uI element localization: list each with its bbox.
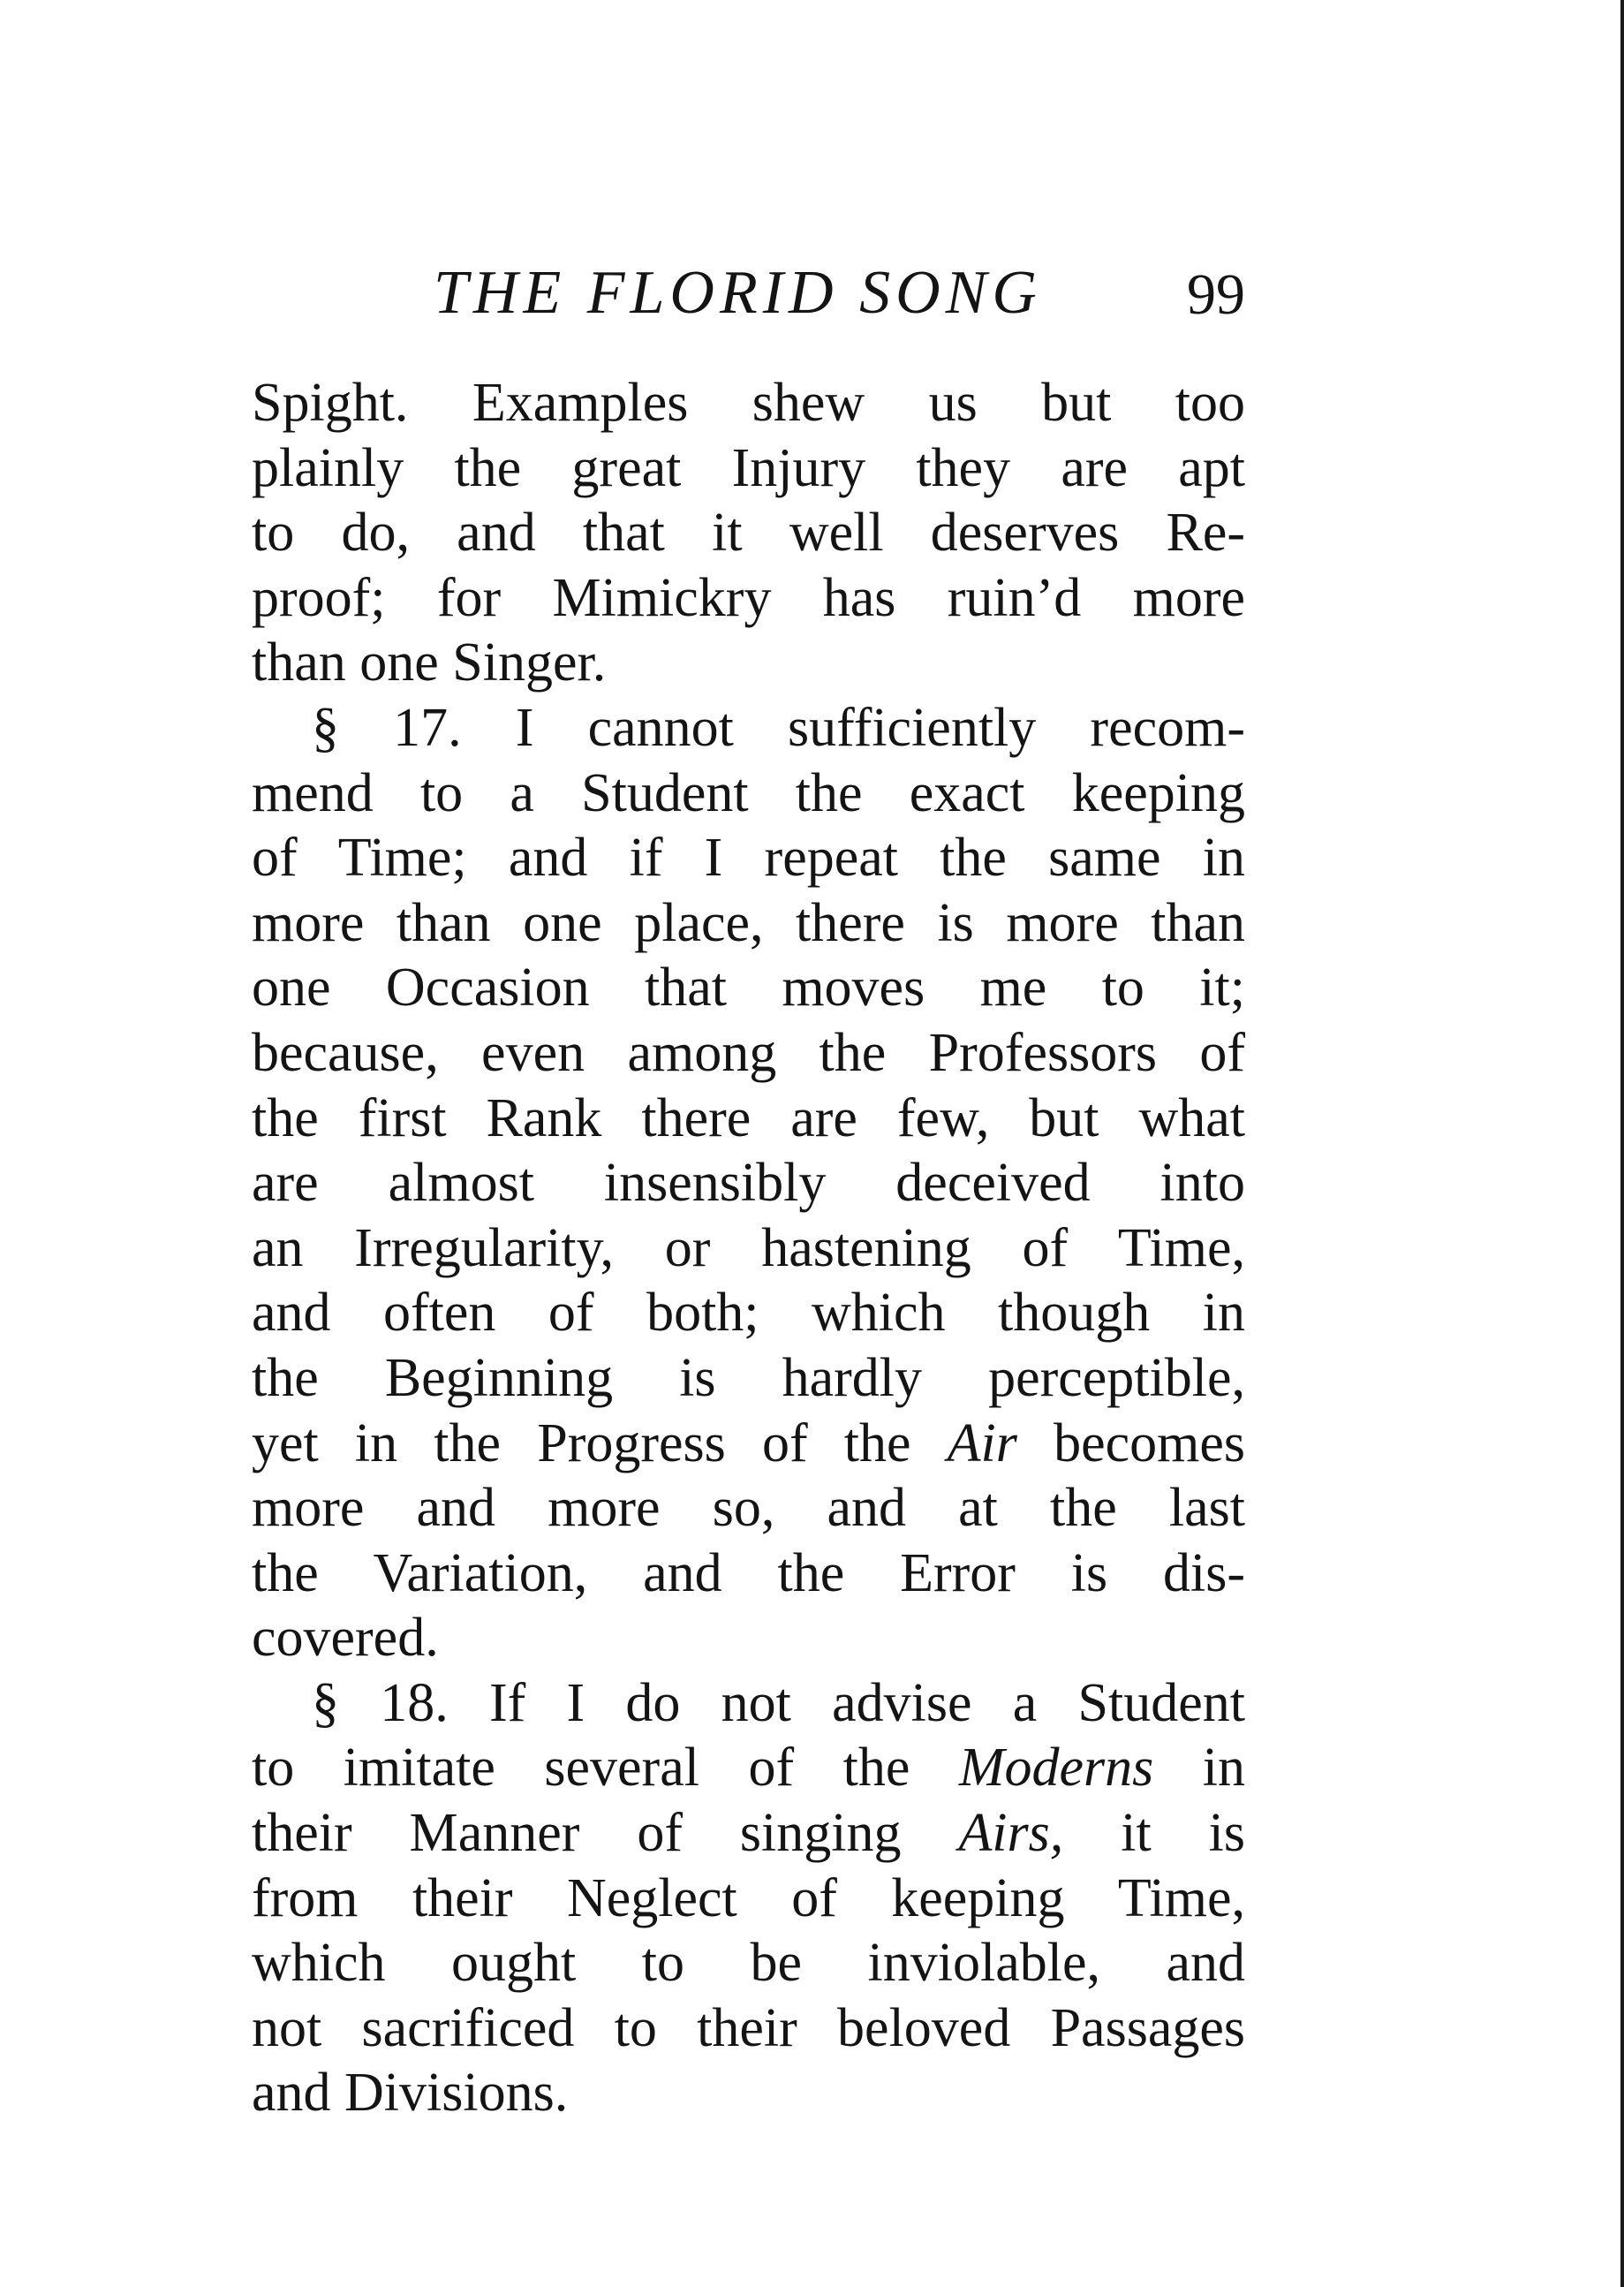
text-line [252, 1151, 1245, 1216]
text-run: proof; for Mimickry has ruin’d more [252, 567, 1245, 628]
text-line [252, 1412, 1245, 1477]
text-run: yet in the Progress of the [252, 1412, 948, 1473]
text-run: § 17. I cannot sufficiently recom- [312, 697, 1245, 758]
text-run: their Manner of singing [252, 1803, 959, 1864]
text-line [252, 1476, 1245, 1541]
text-run: are almost insensibly deceived into [252, 1153, 1245, 1214]
text-line [252, 1021, 1245, 1087]
text-run: to do, and that it well deserves Re- [252, 503, 1245, 564]
text-line [252, 1801, 1245, 1867]
italic-word: Air [947, 1412, 1017, 1473]
text-line [252, 761, 1245, 827]
text-run: not sacrificed to their beloved Passages [252, 1997, 1245, 2058]
text-line [252, 2061, 1245, 2126]
text-run: of Time; and if I repeat the same in [252, 828, 1245, 889]
text-run: covered. [252, 1608, 439, 1669]
body-text [252, 371, 1245, 2126]
text-line [252, 1671, 1245, 1737]
text-line [252, 1606, 1245, 1671]
text-line [252, 696, 1245, 761]
text-line [252, 566, 1245, 632]
text-line [252, 956, 1245, 1021]
page-edge-border [1620, 0, 1624, 2287]
text-run: and often of both; which though in [252, 1283, 1245, 1344]
text-line [252, 1541, 1245, 1607]
text-run: § 18. If I do not advise a Student [312, 1672, 1245, 1733]
italic-word: Moderns [958, 1738, 1154, 1799]
text-line [252, 1281, 1245, 1346]
italic-word: Airs, [958, 1803, 1064, 1864]
text-line [252, 1996, 1245, 2062]
text-run: to imitate several of the [252, 1738, 959, 1799]
text-line [252, 891, 1245, 957]
text-line [252, 436, 1245, 502]
text-run: and Divisions. [252, 2063, 569, 2124]
running-header [252, 258, 1245, 329]
text-line [252, 1736, 1245, 1801]
text-run: the first Rank there are few, but what [252, 1087, 1245, 1148]
text-run: it is [1063, 1803, 1245, 1864]
text-run: the Variation, and the Error is dis- [252, 1542, 1245, 1603]
text-line [252, 631, 1245, 696]
text-run: more than one place, there is more than [252, 892, 1245, 953]
text-run: plainly the great Injury they are apt [252, 437, 1245, 498]
text-line [252, 1931, 1245, 1996]
paragraph [252, 1671, 1245, 2126]
text-line [252, 826, 1245, 891]
text-run: Spight. Examples shew us but too [252, 373, 1245, 433]
running-title: THE FLORID SONG [434, 259, 1042, 327]
text-run: because, even among the Professors of [252, 1022, 1245, 1083]
text-run: one Occasion that moves me to it; [252, 958, 1245, 1019]
paragraph [252, 696, 1245, 1671]
page-number: 99 [1187, 262, 1245, 327]
paragraph [252, 371, 1245, 696]
text-line [252, 371, 1245, 436]
text-run: becomes [1016, 1412, 1245, 1473]
text-line [252, 1346, 1245, 1412]
text-line [252, 1867, 1245, 1932]
text-run: the Beginning is hardly perceptible, [252, 1347, 1245, 1408]
text-run: more and more so, and at the last [252, 1478, 1245, 1539]
text-run: which ought to be inviolable, and [252, 1933, 1245, 1994]
text-run: mend to a Student the exact keeping [252, 762, 1245, 823]
text-line [252, 1216, 1245, 1282]
text-line [252, 1087, 1245, 1152]
text-run: from their Neglect of keeping Time, [252, 1867, 1245, 1928]
text-run: than one Singer. [252, 632, 607, 693]
text-run: an Irregularity, or hastening of Time, [252, 1217, 1245, 1278]
text-run: in [1153, 1738, 1245, 1799]
text-line [252, 501, 1245, 566]
